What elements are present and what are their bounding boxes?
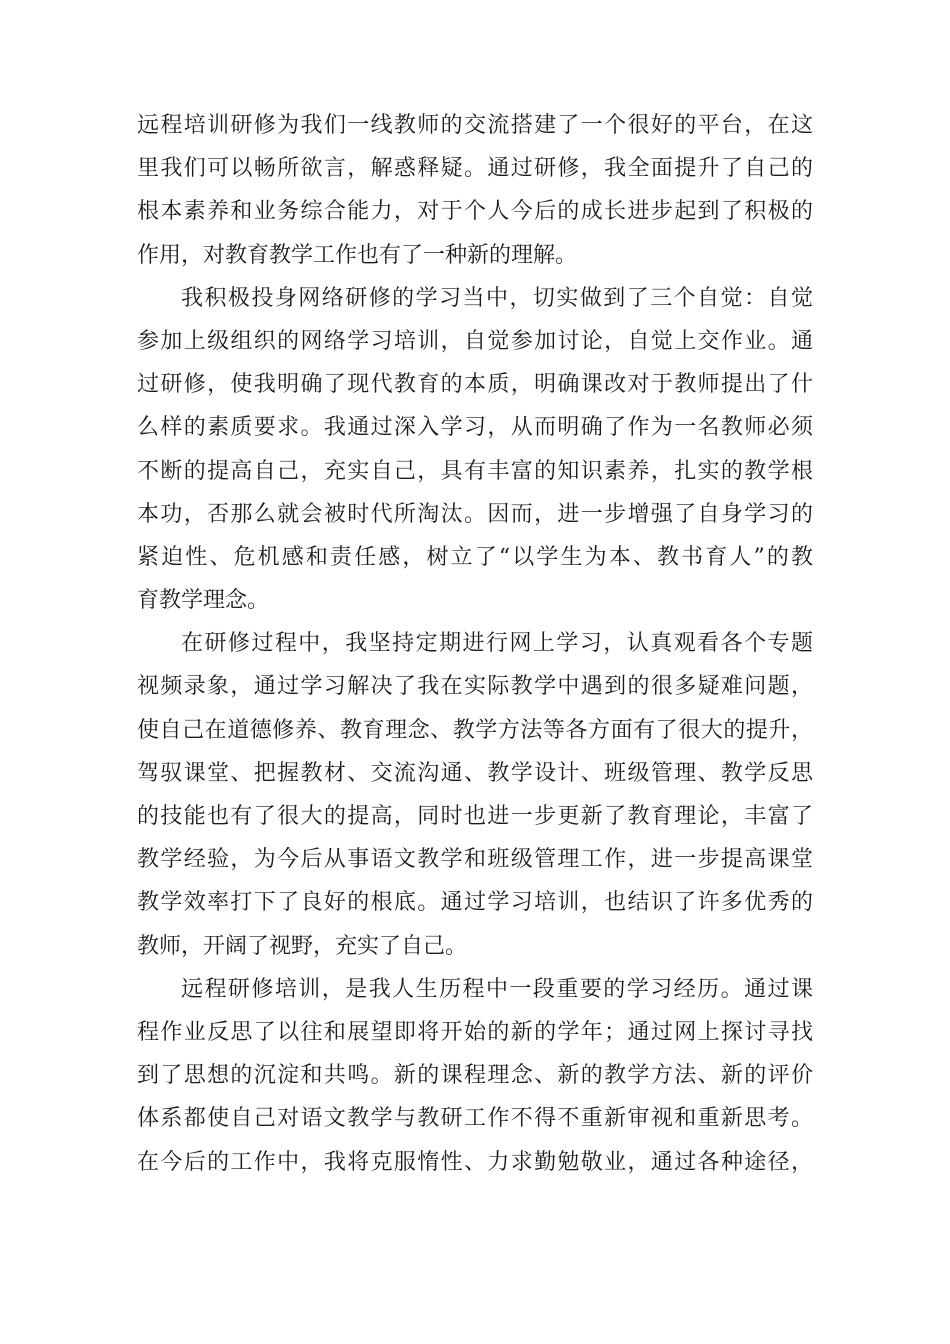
text-line: 的技能也有了很大的提高，同时也进一步更新了教育理论，丰富了 xyxy=(137,804,813,829)
text-line: 育教学理念。 xyxy=(137,588,270,614)
text-line: 过研修，使我明确了现代教育的本质，明确课改对于教师提出了什 xyxy=(137,372,813,398)
text-line: 在研修过程中，我坚持定期进行网上学习，认真观看各个专题 xyxy=(181,631,813,657)
text-line: 里我们可以畅所欲言，解惑释疑。通过研修，我全面提升了自己的 xyxy=(137,156,813,182)
text-line: 参加上级组织的网络学习培训，自觉参加讨论，自觉上交作业。通 xyxy=(137,328,813,354)
paragraph xyxy=(137,277,813,623)
text-line: 使自己在道德修养、教育理念、教学方法等各方面有了很大的提升， xyxy=(137,717,813,743)
paragraph xyxy=(137,968,813,1184)
text-line: 不断的提高自己，充实自己，具有丰富的知识素养，扎实的教学根 xyxy=(137,458,813,484)
text-line: 教师，开阔了视野，充实了自己。 xyxy=(137,933,468,959)
paragraph xyxy=(137,622,813,968)
text-line: 紧迫性、危机感和责任感，树立了“以学生为本、教书育人”的教 xyxy=(137,544,813,570)
text-line: 教学效率打下了良好的根底。通过学习培训，也结识了许多优秀的 xyxy=(137,890,813,916)
text-line: 教学经验，为今后从事语文教学和班级管理工作，进一步提高课堂 xyxy=(137,847,813,873)
text-line: 远程研修培训，是我人生历程中一段重要的学习经历。通过课 xyxy=(181,976,813,1002)
text-line: 程作业反思了以往和展望即将开始的新的学年；通过网上探讨寻找 xyxy=(137,1019,813,1045)
text-line: 驾驭课堂、把握教材、交流沟通、教学设计、班级管理、教学反思 xyxy=(137,760,813,786)
text-line: 远程培训研修为我们一线教师的交流搭建了一个很好的平台，在这 xyxy=(137,113,813,138)
text-line: 视频录象，通过学习解决了我在实际教学中遇到的很多疑难问题， xyxy=(137,674,813,700)
text-line: 我积极投身网络研修的学习当中，切实做到了三个自觉：自觉 xyxy=(181,285,813,311)
document-page xyxy=(137,104,813,1184)
text-line: 体系都使自己对语文教学与教研工作不得不重新审视和重新思考。 xyxy=(137,1106,813,1132)
text-line: 到了思想的沉淀和共鸣。新的课程理念、新的教学方法、新的评价 xyxy=(137,1063,813,1089)
text-line: 么样的素质要求。我通过深入学习，从而明确了作为一名教师必须 xyxy=(137,415,813,441)
text-line: 在今后的工作中，我将克服惰性、力求勤勉敬业，通过各种途径， xyxy=(137,1149,813,1175)
text-line: 作用，对教育教学工作也有了一种新的理解。 xyxy=(137,242,578,268)
text-line: 根本素养和业务综合能力，对于个人今后的成长进步起到了积极的 xyxy=(137,199,813,225)
text-line: 本功，否那么就会被时代所淘汰。因而，进一步增强了自身学习的 xyxy=(137,501,813,527)
paragraph xyxy=(137,104,813,277)
